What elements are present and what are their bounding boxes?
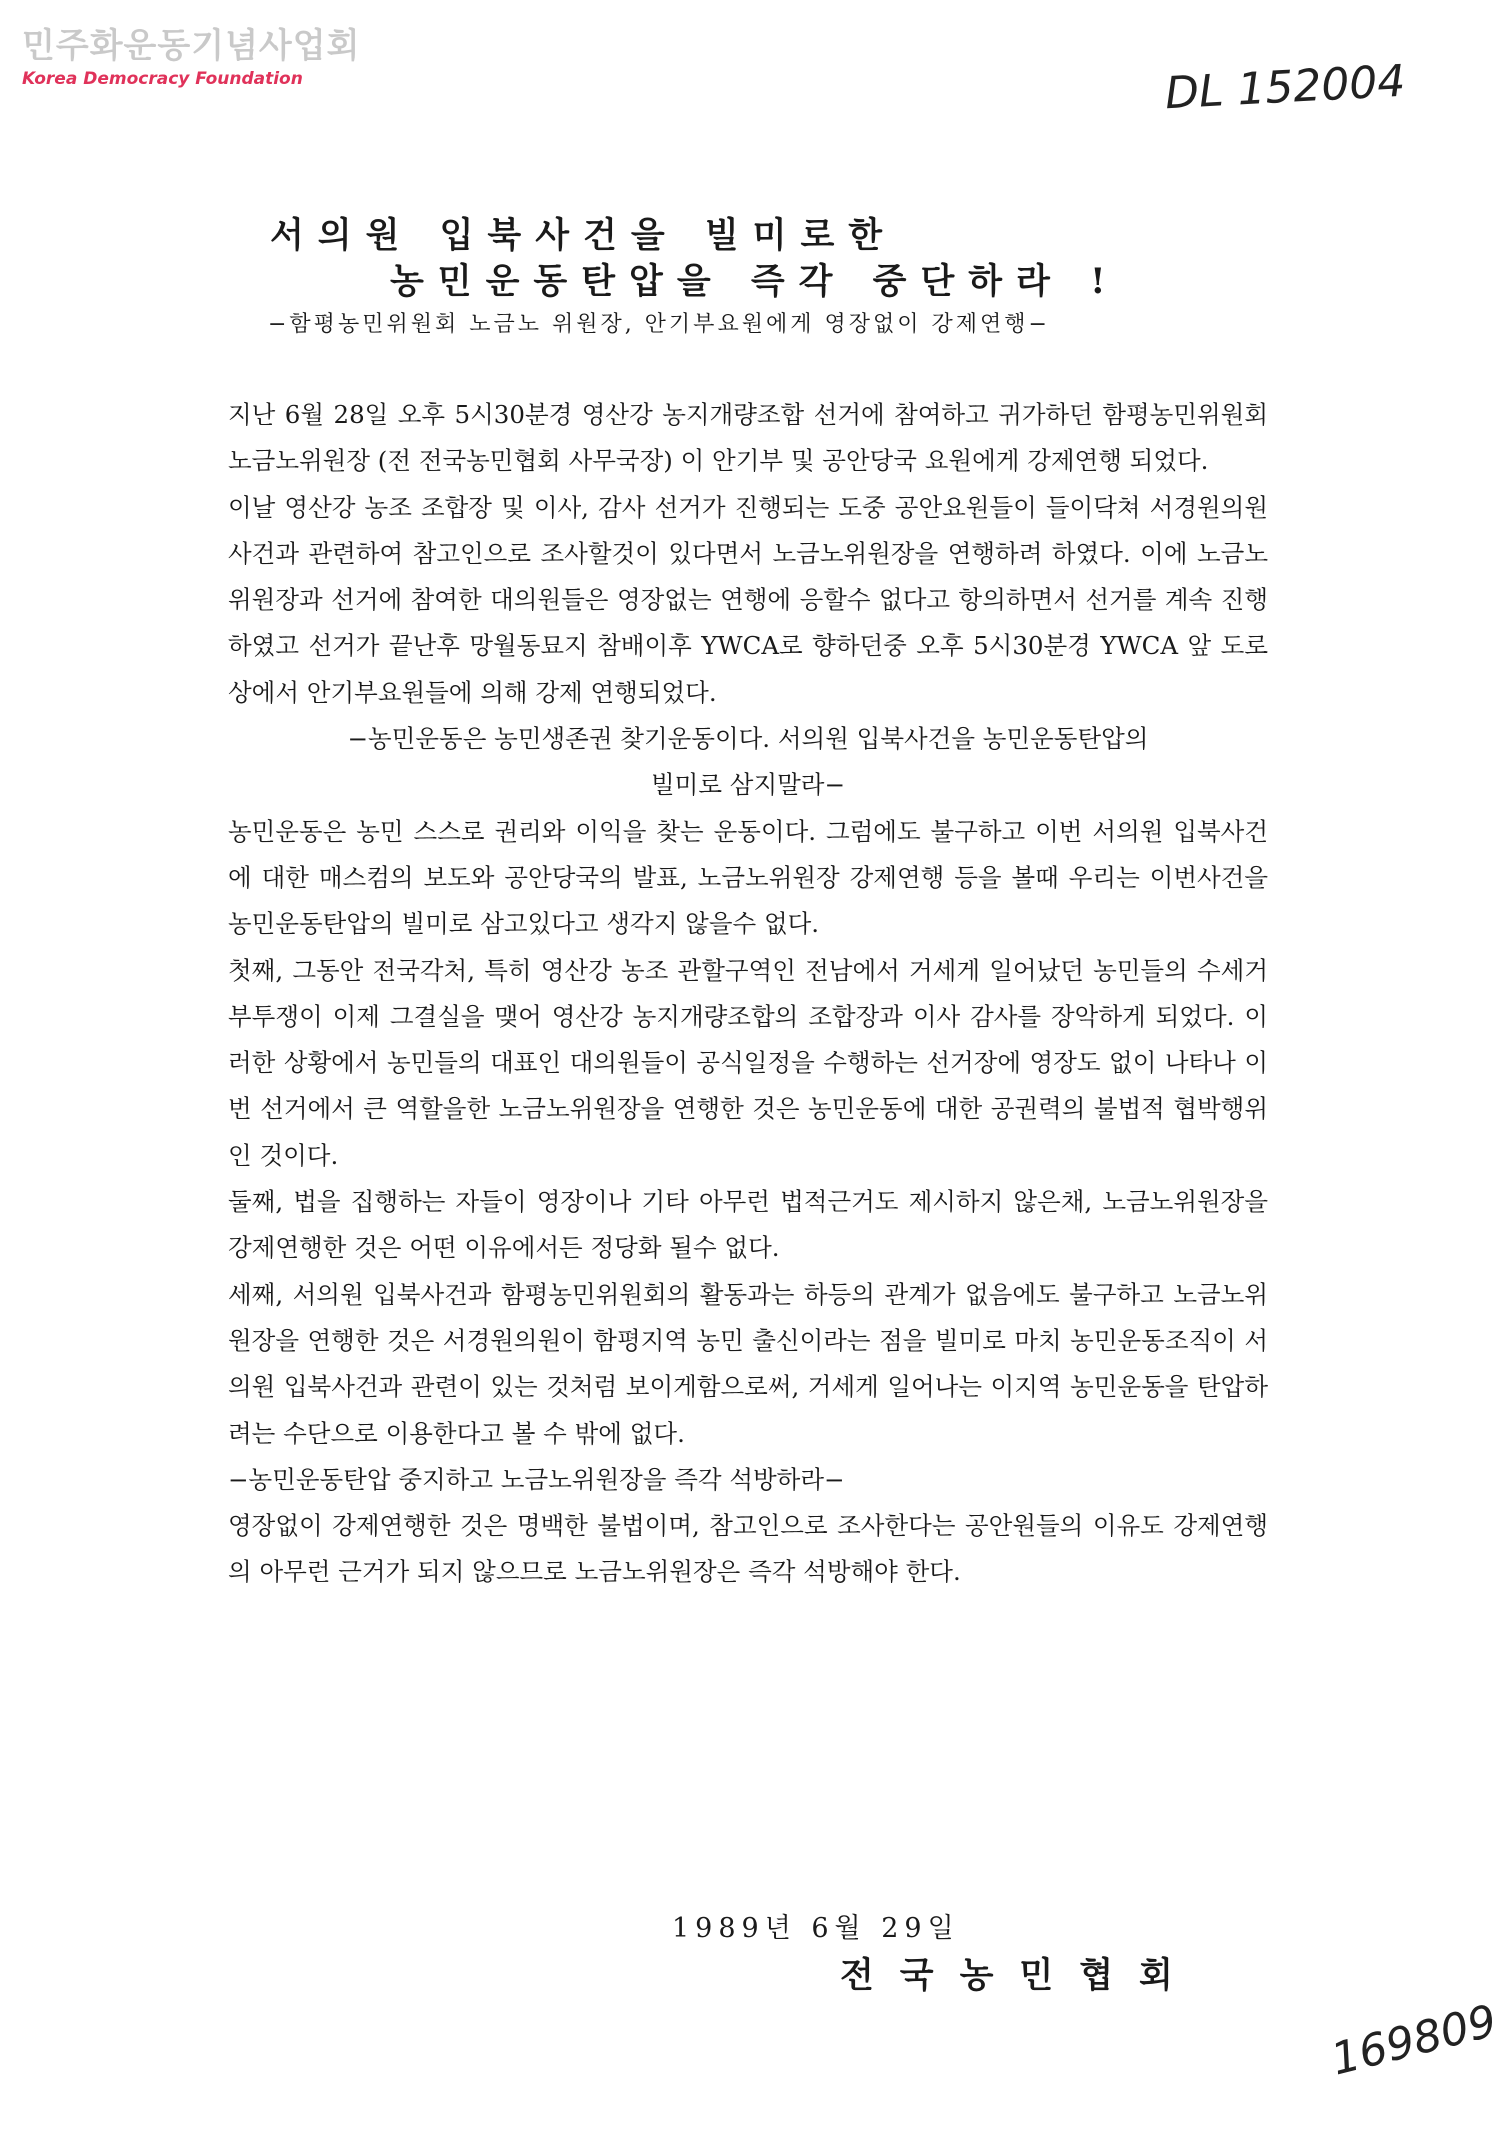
handwritten-archive-code: 169809: [1326, 1995, 1502, 2086]
document-date: 1989년 6월 29일: [672, 1913, 960, 1944]
paragraph: 지난 6월 28일 오후 5시30분경 영산강 농지개량조합 선거에 참여하고 귀가하던 함평농민위원회 노금노위원장 (전 전국농민협회 사무국장) 이 안기부 및 공안당국 요원에게 강제연행 되었다.: [228, 400, 1268, 476]
section-heading-2: −농민운동탄압 중지하고 노금노위원장을 즉각 석방하라−: [228, 1464, 845, 1494]
handwritten-reference-number: DL 152004: [1163, 55, 1407, 120]
logo-korean-text: 민주화운동기념사업회: [22, 26, 361, 66]
document-title-line-1: 서의원 입북사건을 빌미로한: [270, 215, 897, 256]
section-heading-1-line-1: −농민운동은 농민생존권 찾기운동이다. 서의원 입북사건을 농민운동탄압의: [347, 724, 1149, 754]
paragraph: 영장없이 강제연행한 것은 명백한 불법이며, 참고인으로 조사한다는 공안원들의 이유도 강제연행의 아무런 근거가 되지 않으므로 노금노위원장은 즉각 석방해야 한다.: [228, 1511, 1268, 1587]
paragraph: 둘째, 법을 집행하는 자들이 영장이나 기타 아무런 법적근거도 제시하지 않은채, 노금노위원장을 강제연행한 것은 어떤 이유에서든 정당화 될수 없다.: [228, 1187, 1268, 1263]
paragraph: 농민운동은 농민 스스로 권리와 이익을 찾는 운동이다. 그럼에도 불구하고 이번 서의원 입북사건에 대한 매스컴의 보도와 공안당국의 발표, 노금노위원장 강제연행 등을 볼때 우리는 이번사건을 농민운동탄압의 빌미로 삼고있다고 생각지 않을수 없다.: [228, 816, 1268, 939]
logo-english-text: Korea Democracy Foundation: [22, 69, 303, 89]
issuing-organization: 전국농민협회: [840, 1955, 1199, 1996]
paragraph: 세째, 서의원 입북사건과 함평농민위원회의 활동과는 하등의 관계가 없음에도 불구하고 노금노위원장을 연행한 것은 서경원의원이 함평지역 농민 출신이라는 점을 빌미로 마치 농민운동조직이 서의원 입북사건과 관련이 있는 것처럼 보이게함으로써, 거세게 일어나는 이지역 농민운동을 탄압하려는 수단으로 이용한다고 볼 수 밖에 없다.: [228, 1279, 1268, 1448]
document-subtitle: −함평농민위원회 노금노 위원장, 안기부요원에게 영장없이 강제연행−: [268, 312, 1050, 337]
foundation-logo: [22, 18, 360, 89]
paragraph: 첫째, 그동안 전국각처, 특히 영산강 농조 관할구역인 전남에서 거세게 일어났던 농민들의 수세거부투쟁이 이제 그결실을 맺어 영산강 농지개량조합의 조합장과 이사 감사를 장악하게 되었다. 이러한 상황에서 농민들의 대표인 대의원들이 공식일정을 수행하는 선거장에 영장도 없이 나타나 이번 선거에서 큰 역할을한 노금노위원장을 연행한 것은 농민운동에 대한 공권력의 불법적 협박행위인 것이다.: [228, 955, 1268, 1170]
document-title-line-2: 농민운동탄압을 즉각 중단하라 !: [390, 261, 1120, 302]
document-body: [228, 392, 1268, 1596]
section-heading-1-line-2: 빌미로 삼지말라−: [651, 770, 845, 800]
paragraph: 이날 영산강 농조 조합장 및 이사, 감사 선거가 진행되는 도중 공안요원들이 들이닥쳐 서경원의원 사건과 관련하여 참고인으로 조사할것이 있다면서 노금노위원장을 연행하려 하였다. 이에 노금노위원장과 선거에 참여한 대의원들은 영장없는 연행에 응할수 없다고 항의하면서 선거를 계속 진행하였고 선거가 끝난후 망월동묘지 참배이후 YWCA로 향하던중 오후 5시30분경 YWCA 앞 도로상에서 안기부요원들에 의해 강제 연행되었다.: [228, 492, 1268, 707]
